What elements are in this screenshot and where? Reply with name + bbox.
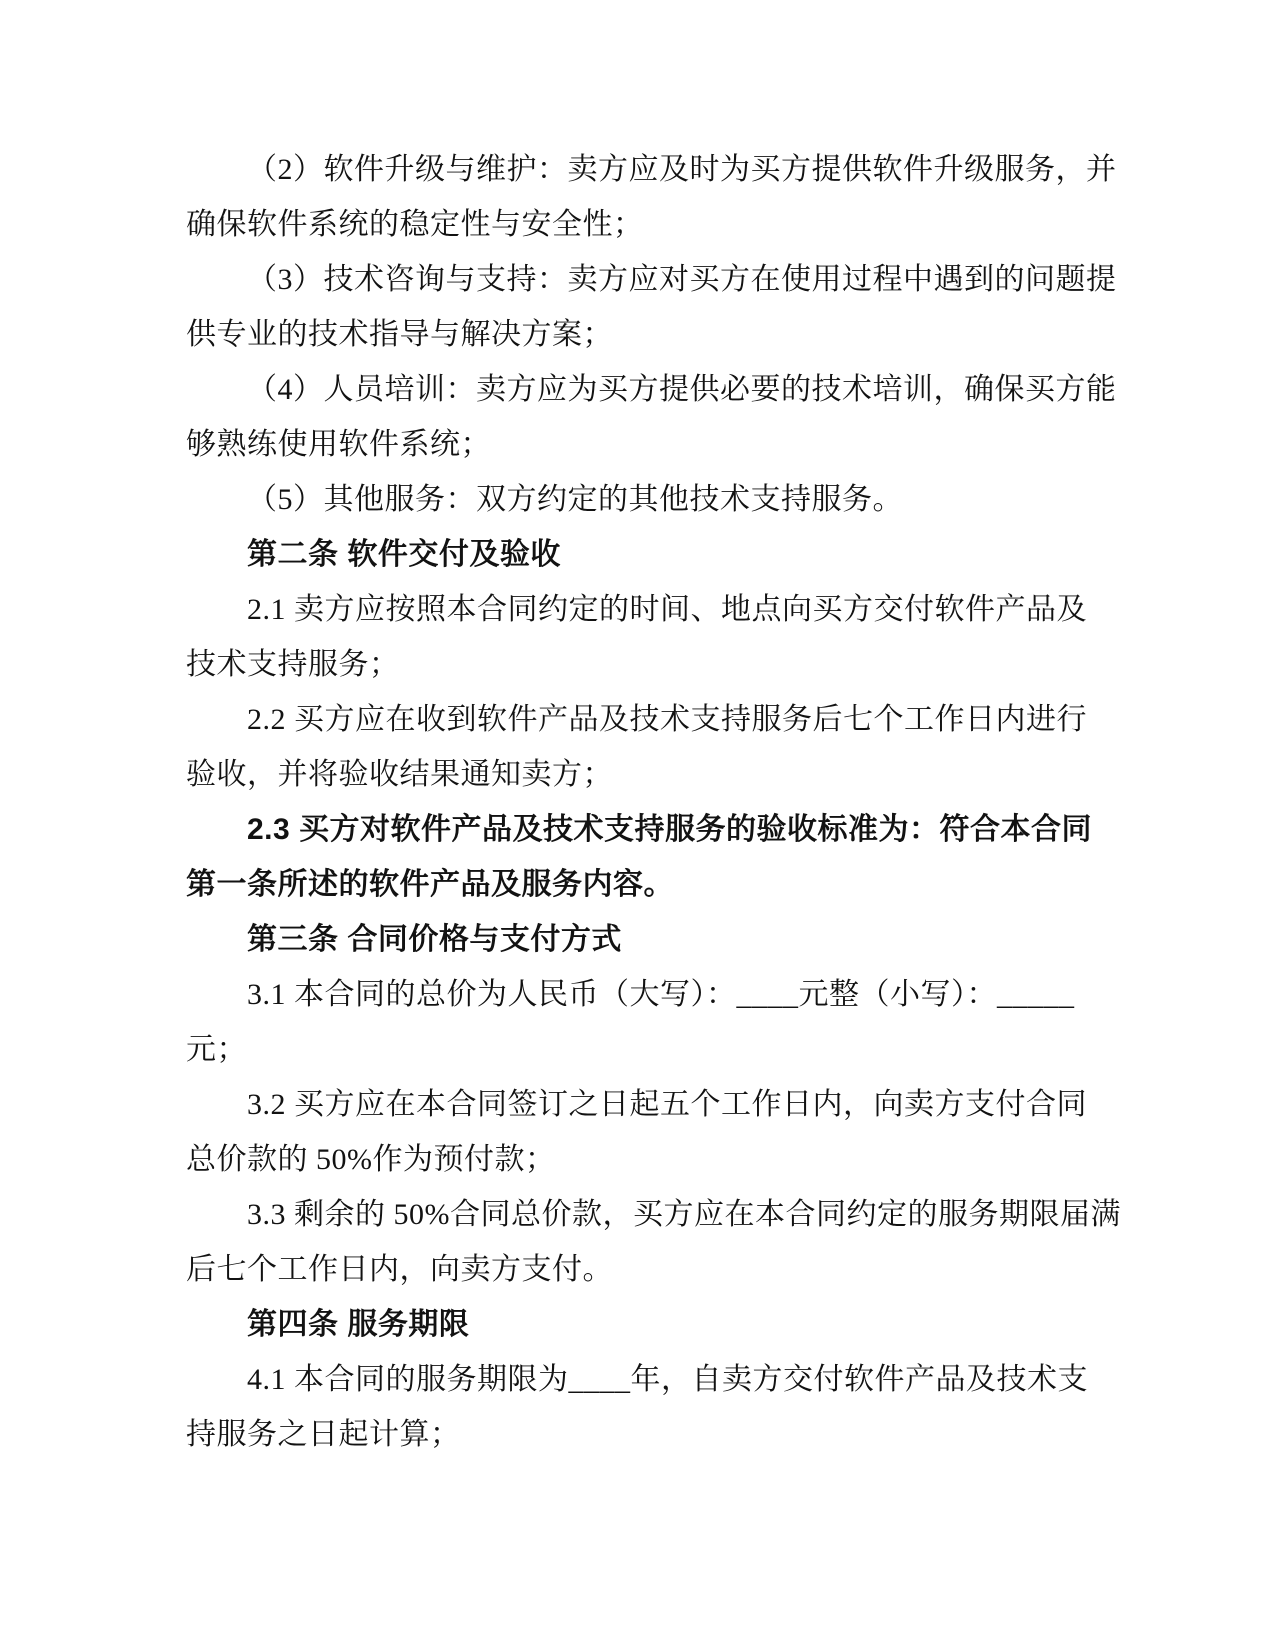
section-2-heading: 第二条 软件交付及验收 [247, 538, 561, 571]
section-4-heading: 第四条 服务期限 [247, 1308, 470, 1341]
clause-2-3-line-2: 第一条所述的软件产品及服务内容。 [186, 868, 674, 901]
clause-3-1-line-2: 元； [186, 1033, 247, 1066]
clause-3-3-line-2: 后七个工作日内，向卖方支付。 [186, 1253, 613, 1286]
clause-2-1-line-1: 2.1 卖方应按照本合同约定的时间、地点向买方交付软件产品及 [247, 593, 1087, 626]
service-item-3-line-1: （3）技术咨询与支持：卖方应对买方在使用过程中遇到的问题提 [247, 263, 1117, 296]
clause-3-2-line-1: 3.2 买方应在本合同签订之日起五个工作日内，向卖方支付合同 [247, 1088, 1087, 1121]
section-3-heading: 第三条 合同价格与支付方式 [247, 923, 622, 956]
clause-2-2-line-1: 2.2 买方应在收到软件产品及技术支持服务后七个工作日内进行 [247, 703, 1087, 736]
clause-4-1-line-1: 4.1 本合同的服务期限为____年，自卖方交付软件产品及技术支 [247, 1363, 1088, 1396]
service-item-5-line-1: （5）其他服务：双方约定的其他技术支持服务。 [247, 483, 903, 516]
service-item-4-line-2: 够熟练使用软件系统； [186, 428, 491, 461]
clause-3-3-line-1: 3.3 剩余的 50%合同总价款，买方应在本合同约定的服务期限届满 [247, 1198, 1121, 1231]
clause-2-1-line-2: 技术支持服务； [186, 648, 400, 681]
service-item-4-line-1: （4）人员培训：卖方应为买方提供必要的技术培训，确保买方能 [247, 373, 1117, 406]
clause-4-1-line-2: 持服务之日起计算； [186, 1418, 461, 1451]
service-item-2-line-1: （2）软件升级与维护：卖方应及时为买方提供软件升级服务，并 [247, 153, 1117, 186]
clause-2-3-line-1: 2.3 买方对软件产品及技术支持服务的验收标准为：符合本合同 [247, 813, 1093, 846]
clause-3-1-line-1: 3.1 本合同的总价为人民币（大写）：____元整（小写）：_____ [247, 978, 1075, 1011]
service-item-3-line-2: 供专业的技术指导与解决方案； [186, 318, 613, 351]
clause-2-2-line-2: 验收，并将验收结果通知卖方； [186, 758, 613, 791]
service-item-2-line-2: 确保软件系统的稳定性与安全性； [186, 208, 644, 241]
contract-body-text [186, 142, 1132, 1462]
clause-3-2-line-2: 总价款的 50%作为预付款； [186, 1143, 556, 1176]
